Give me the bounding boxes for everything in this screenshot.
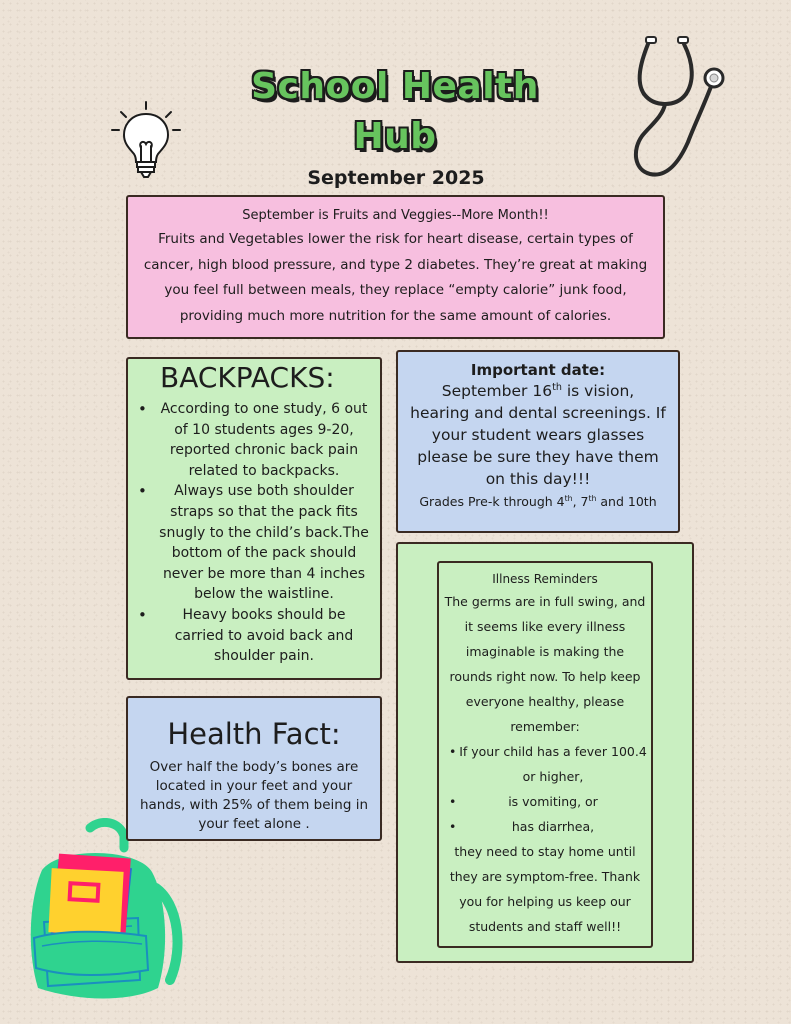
health-fact-box: [126, 696, 382, 841]
illness-heading: Illness Reminders: [492, 572, 598, 586]
issue-date: September 2025: [307, 167, 485, 189]
important-date-box: [396, 350, 680, 533]
page-title: [150, 62, 640, 162]
illness-list: [439, 739, 651, 839]
fruits-veggies-body: Fruits and Vegetables lower the risk for heart disease, certain types of cancer, high blood pressure, and type 2 diabetes. They’re great at making you feel full between meals, they replace “empty calorie” junk food, providing much more nutrition for the same amount of calories.: [143, 231, 648, 324]
important-date-heading: Important date:: [470, 361, 606, 379]
fruits-veggies-box: [126, 195, 665, 339]
list-item: • Always use both shoulder straps so that the pack fits snugly to the child’s back.The bottom of the pack should never be more than 4 inches below the waistline.: [134, 481, 372, 605]
backpacks-box: [126, 357, 382, 680]
list-item: • According to one study, 6 out of 10 students ages 9-20, reported chronic back pain related to backpacks.: [134, 399, 372, 481]
important-date-body: September 16th is vision, hearing and dental screenings. If your student wears glasses please be sure they have them on this day!!!: [410, 381, 666, 488]
title-line-2: Hub: [353, 116, 437, 157]
list-item: • Heavy books should be carried to avoid back and shoulder pain.: [134, 605, 372, 667]
list-item: • is vomiting, or: [439, 789, 651, 814]
illness-closing: they need to stay home until they are symptom-free. Thank you for helping us keep our students and staff well!!: [449, 844, 641, 934]
health-fact-body: Over half the body’s bones are located in your feet and your hands, with 25% of them being in your feet alone .: [139, 759, 369, 832]
backpack-illustration: [20, 818, 188, 1002]
illness-reminders-box: [437, 561, 653, 948]
backpacks-heading: BACKPACKS:: [160, 361, 335, 394]
grades-note: Grades Pre-k through 4th, 7th and 10th: [419, 493, 657, 509]
list-item: • has diarrhea,: [439, 814, 651, 839]
list-item: • If your child has a fever 100.4 or higher,: [439, 739, 651, 789]
backpacks-list: [128, 395, 380, 667]
fruits-veggies-heading: September is Fruits and Veggies--More Month!!: [242, 208, 549, 223]
stethoscope-icon: [628, 34, 732, 182]
illness-intro: The germs are in full swing, and it seems like every illness imaginable is making the rounds right now. To help keep everyone healthy, please remember:: [444, 594, 646, 734]
title-line-1: School Health: [251, 66, 539, 107]
health-fact-heading: Health Fact:: [167, 717, 341, 751]
